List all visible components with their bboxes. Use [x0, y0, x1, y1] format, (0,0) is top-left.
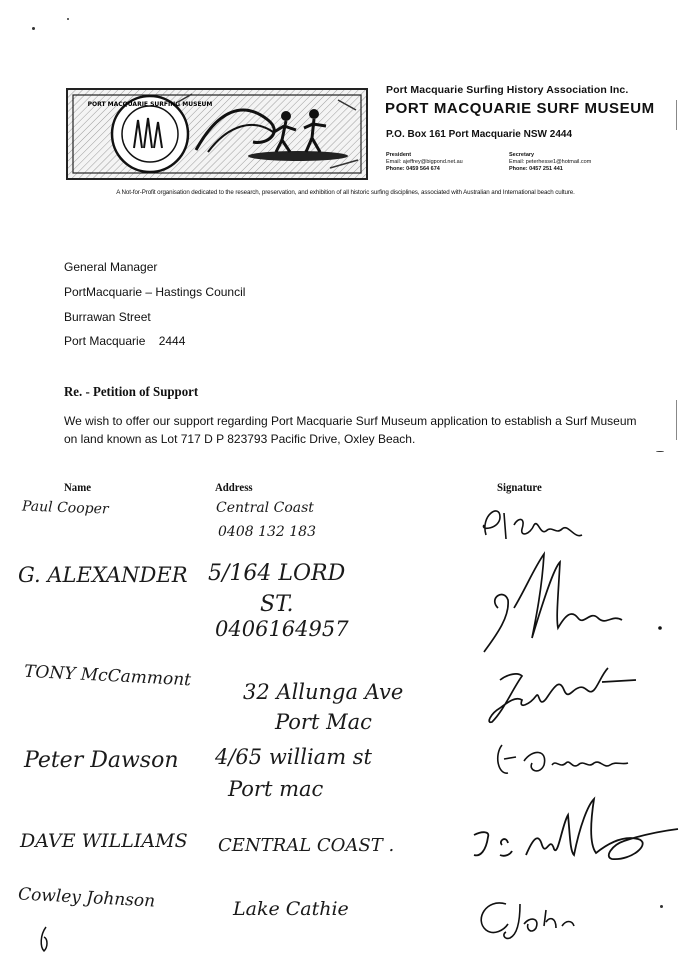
row-3-name: TONY McCammont [23, 661, 192, 691]
subject-heading: Re. - Petition of Support [64, 385, 199, 400]
row-1-address-1: Central Coast [216, 500, 314, 516]
row-1-address-2: 0408 132 183 [218, 524, 316, 540]
row-6-extra-mark [36, 925, 56, 955]
row-5-address-1: CENTRAL COAST . [218, 835, 395, 856]
recipient-line-2: PortMacquarie – Hastings Council [64, 285, 246, 299]
column-header-address: Address [215, 480, 253, 494]
row-2-name: G. ALEXANDER [18, 563, 188, 587]
secretary-phone: Phone: 0457 251 441 [509, 166, 563, 172]
row-4-address-2: Port mac [228, 777, 324, 801]
row-1-name: Paul Cooper [21, 498, 109, 518]
president-email[interactable]: Email: ajeffrey@bigpond.net.au [386, 159, 463, 165]
row-3-address-1: 32 Allunga Ave [243, 680, 404, 704]
row-1-signature [470, 495, 590, 555]
tagline: A Not-for-Profit organisation dedicated to the research, preservation, and exhibition of all historic surfing disciplines, associated with Australian and International beach culture. [116, 189, 575, 196]
margin-mark [676, 400, 677, 440]
row-4-address-1: 4/65 william st [215, 745, 372, 769]
museum-logo [66, 88, 368, 180]
recipient-line-1: General Manager [64, 260, 158, 274]
body-paragraph: We wish to offer our support regarding Port Macquarie Surf Museum application to establish a Surf Museum on land known as Lot 717 D P 823793 Pacific Drive, Oxley Beach. [64, 414, 637, 446]
row-4-signature [488, 735, 638, 785]
row-2-signature [474, 548, 674, 658]
logo-artwork [68, 90, 366, 178]
row-2-address-2: ST. [260, 592, 294, 617]
recipient-line-4: Port Macquarie 2444 [64, 334, 186, 348]
row-6-signature [470, 890, 590, 950]
row-3-signature [478, 660, 638, 730]
scan-dot [660, 905, 663, 908]
scan-dash [656, 451, 664, 452]
column-header-name: Name [64, 480, 91, 494]
secretary-title: Secretary [509, 152, 535, 158]
president-contact [386, 152, 463, 173]
row-5-signature [462, 795, 682, 880]
president-phone: Phone: 0459 564 674 [386, 166, 440, 172]
president-title: President [386, 152, 412, 158]
row-6-name: Cowley Johnson [17, 884, 156, 912]
row-5-name: DAVE WILLIAMS [20, 830, 188, 852]
row-2-address-1: 5/164 LORD [208, 561, 346, 586]
scan-dot [67, 18, 69, 20]
row-3-address-2: Port Mac [275, 710, 372, 734]
row-6-address-1: Lake Cathie [233, 898, 349, 920]
secretary-email[interactable]: Email: peterhesse1@hotmail.com [509, 159, 592, 165]
org-name: Port Macquarie Surfing History Association Inc. [386, 84, 629, 96]
scan-dot [32, 27, 35, 30]
recipient-line-3: Burrawan Street [64, 310, 151, 324]
museum-name: PORT MACQUARIE SURF MUSEUM [385, 100, 655, 117]
column-header-signature: Signature [497, 480, 542, 494]
margin-mark [676, 100, 677, 130]
po-box: P.O. Box 161 Port Macquarie NSW 2444 [386, 129, 573, 140]
seal-text: PORT MACQUARIE SURFING MUSEUM [87, 101, 213, 108]
row-4-name: Peter Dawson [24, 748, 179, 773]
secretary-contact [509, 152, 591, 173]
row-2-address-3: 0406164957 [215, 617, 349, 641]
